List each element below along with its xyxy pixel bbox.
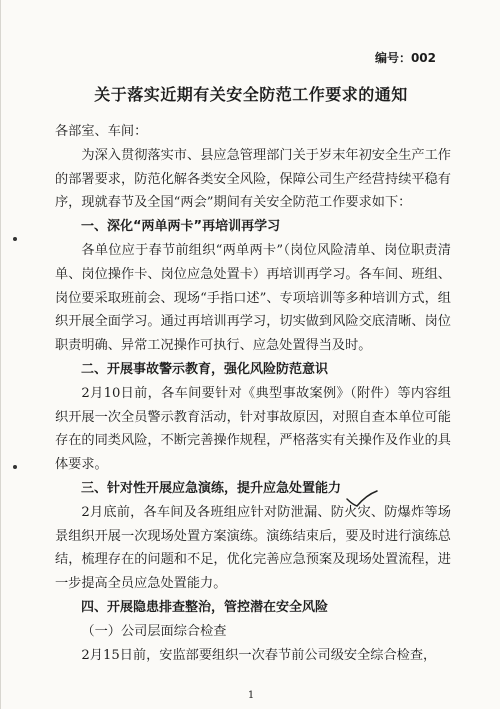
- section-4-heading: 四、开展隐患排查整治，管控潜在安全风险: [81, 599, 329, 615]
- document-title: 关于落实近期有关安全防范工作要求的通知: [94, 85, 408, 104]
- section-1-heading: 一、深化“两单两卡”再培训再学习: [81, 219, 281, 235]
- section-1-paragraph: 各单位应于春节前组织“两单两卡”（岗位风险清单、岗位职责清单、岗位操作卡、岗位应急处置卡）再培训再学习。各车间、班组、岗位要采取班前会、现场“手指口述”、专项培训等多种培训方式，组织开展全面学习。通过再培训再学习，切实做到风险交底清晰、岗位职责明确、异常工况操作可执行、应急处置得当及时。: [55, 242, 451, 354]
- handwritten-check-icon: [345, 489, 379, 509]
- document-body: [55, 120, 451, 667]
- section-2-paragraph: 2月10日前，各车间要针对《典型事故案例》（附件）等内容组织开展一次全员警示教育活动，针对事故原因，对照自查本单位可能存在的同类风险，不断完善操作规程，严格落实有关操作及作业的具体要求。: [55, 385, 451, 473]
- intro-paragraph: 为深入贯彻落实市、县应急管理部门关于岁末年初安全生产工作的部署要求，防范化解各类安全风险，保障公司生产经营持续平稳有序，现就春节及全国“两会”期间有关安全防范工作要求如下：: [55, 147, 451, 211]
- salutation: 各部室、车间：: [55, 124, 148, 139]
- section-2-heading: 二、开展事故警示教育，强化风险防范意识: [81, 361, 329, 377]
- section-3-paragraph: 2月底前，各车间及各班组应针对防泄漏、防火灾、防爆炸等场景组织开展一次现场处置方案演练。演练结束后，要及时进行演练总结，梳理存在的问题和不足，优化完善应急预案及现场处置流程，进一步提高全员应急处置能力。: [55, 504, 451, 592]
- binding-hole-mark: [13, 465, 17, 469]
- section-3-heading: 三、针对性开展应急演练，提升应急处置能力: [81, 480, 342, 496]
- section-4-paragraph: 2月15日前，安监部要组织一次春节前公司级安全综合检查，: [81, 647, 437, 663]
- section-4-subheading: （一）公司层面综合检查: [81, 623, 227, 639]
- page-number: 1: [247, 690, 255, 701]
- document-number: 编号：002: [374, 51, 436, 65]
- binding-hole-mark: [13, 237, 17, 241]
